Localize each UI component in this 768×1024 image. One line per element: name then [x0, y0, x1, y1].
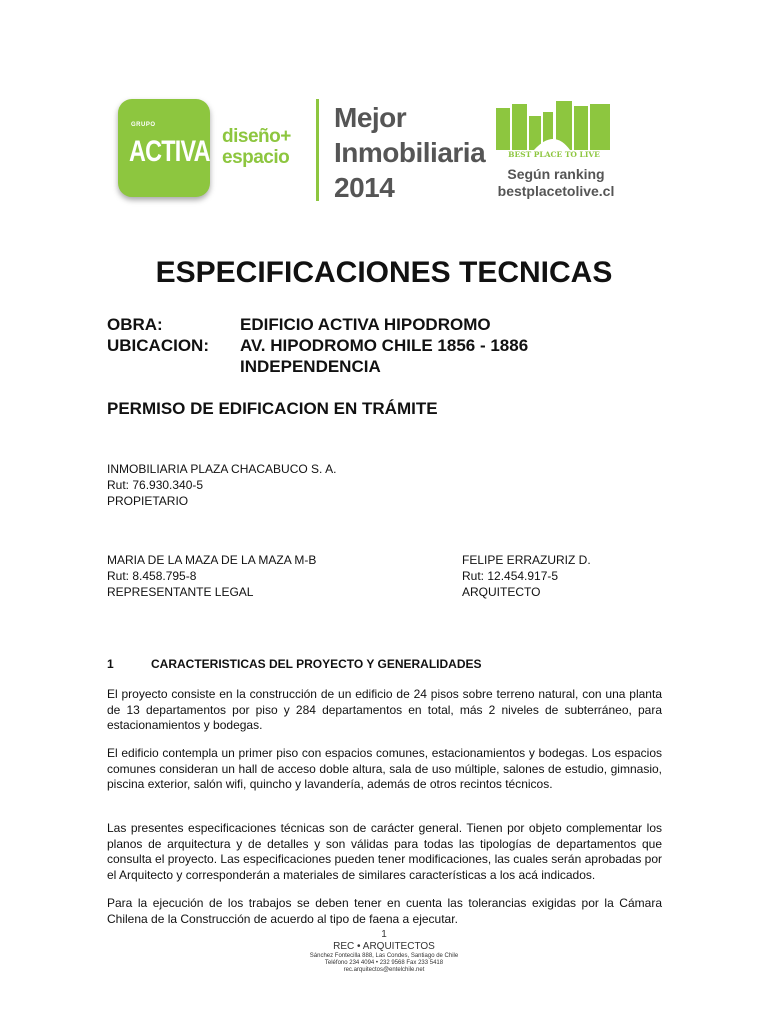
paragraph: El proyecto consiste en la construcción de un edificio de 24 pisos sobre terreno natural, con una planta de 13 departamentos por piso y 284 departamentos en total, más 2 niveles de subterráneo, para estacionamientos y bodegas.: [107, 687, 662, 732]
footer-phone: Teléfono 234 4094 • 232 9568 Fax 233 5418: [324, 960, 444, 966]
owner-block: [107, 461, 336, 509]
owner-name: INMOBILIARIA PLAZA CHACABUCO S. A.: [107, 462, 337, 476]
logo-grupo-text: GRUPO: [131, 122, 156, 128]
logo-divider: [316, 99, 319, 201]
section-title: CARACTERISTICAS DEL PROYECTO Y GENERALIDADES: [151, 657, 482, 671]
page-number: 1: [381, 929, 387, 940]
ubicacion-label: UBICACION:: [107, 336, 209, 355]
ranking-line-2: bestplacetolive.cl: [497, 183, 615, 199]
paragraph: El edificio contempla un primer piso con espacios comunes, estacionamientos y bodegas. Los espacios comunes consideran un hall de acceso doble altura, sala de uso múltiple, salones de estudio, gimnasio, piscina exterior, salón wifi, quincho y lavandería, además de otros recintos técnicos.: [107, 746, 662, 791]
award-line-1: Mejor: [334, 102, 407, 133]
ranking-line-1: Según ranking: [507, 166, 605, 182]
signatory-role: REPRESENTANTE LEGAL: [107, 585, 254, 599]
signatory-rut: Rut: 12.454.917-5: [462, 569, 559, 583]
document-title: ESPECIFICACIONES TECNICAS: [155, 256, 613, 289]
architect-block: [462, 552, 591, 600]
paragraph: Las presentes especificaciones técnicas son de carácter general. Tienen por objeto complementar los planos de arquitectura y de detalles y son válidas para todas las tipologías de departamentos que consulta el proyecto. Las especificaciones pueden tener modificaciones, las cuales serán aprobadas por el Arquitecto y corresponderán a materiales de similares características a los acá indicados.: [107, 821, 662, 882]
diseno-espacio-logo: [222, 126, 291, 168]
ranking-text: [497, 166, 615, 200]
owner-rut: Rut: 76.930.340-5: [107, 478, 204, 492]
footer-email: rec.arquitectos@entelchile.net: [343, 967, 425, 973]
permiso-heading: PERMISO DE EDIFICACION EN TRÁMITE: [107, 399, 438, 418]
legal-representative-block: [107, 552, 316, 600]
section-heading: [107, 657, 482, 671]
obra-label: OBRA:: [107, 315, 163, 334]
obra-value: EDIFICIO ACTIVA HIPODROMO: [240, 315, 491, 334]
grupo-activa-logo: [118, 99, 210, 197]
best-place-to-live-text: BEST PLACE TO LIVE: [508, 150, 600, 158]
diseno-text: diseño+: [222, 126, 291, 147]
award-text: [334, 100, 485, 205]
section-number: 1: [107, 657, 114, 671]
owner-role: PROPIETARIO: [107, 494, 189, 508]
signatory-name: FELIPE ERRAZURIZ D.: [462, 553, 591, 567]
award-line-3: 2014: [334, 172, 395, 203]
signatory-rut: Rut: 8.458.795-8: [107, 569, 197, 583]
ubicacion-value-line-1: AV. HIPODROMO CHILE 1856 - 1886: [240, 336, 529, 355]
footer-address: Sánchez Fontecilla 888, Las Condes, Santiago de Chile: [309, 953, 459, 959]
ubicacion-value-line-2: INDEPENDENCIA: [240, 357, 381, 376]
best-place-to-live-logo: [494, 98, 614, 158]
footer-firm: REC • ARQUITECTOS: [333, 941, 435, 952]
signatory-name: MARIA DE LA MAZA DE LA MAZA M-B: [107, 553, 317, 567]
award-line-2: Inmobiliaria: [334, 137, 486, 168]
espacio-text: espacio: [222, 147, 290, 168]
paragraph: Para la ejecución de los trabajos se deben tener en cuenta las tolerancias exigidas por la Cámara Chilena de la Construcción de acuerdo al tipo de faena a ejecutar.: [107, 896, 662, 926]
logo-activa-text: ACTIVA: [129, 135, 210, 168]
signatory-role: ARQUITECTO: [462, 585, 541, 599]
page-footer: [234, 929, 534, 974]
